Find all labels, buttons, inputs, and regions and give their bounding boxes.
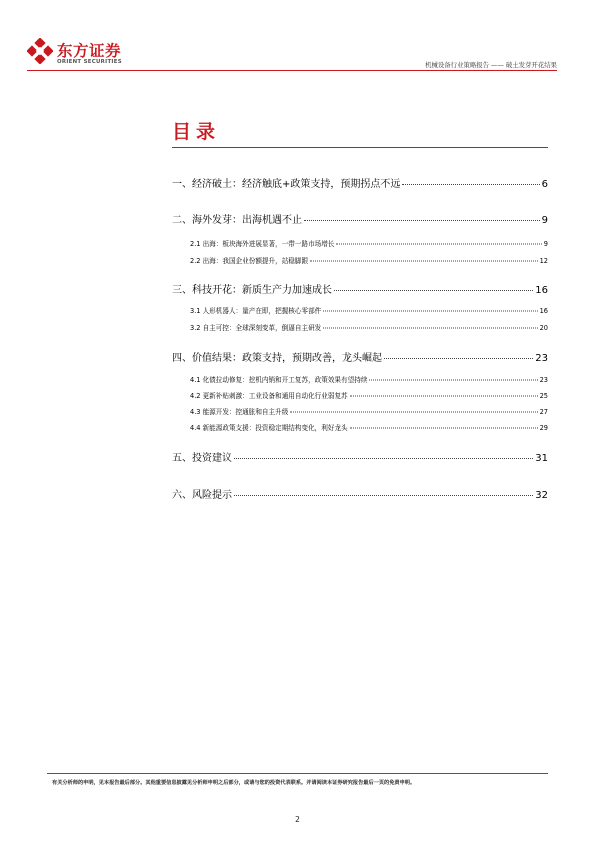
toc-entry[interactable] [172, 449, 548, 464]
toc-entry[interactable] [190, 406, 548, 416]
toc-entry-text: 三、科技开花：新质生产力加速成长 [172, 285, 332, 296]
toc-entry-text: 六、风险提示 [172, 490, 232, 501]
toc-entry-page: 9 [541, 215, 548, 226]
toc-entry-page: 12 [539, 257, 548, 265]
footer-divider [47, 773, 548, 774]
toc-entry-text: 2.2 出海：我国企业份额提升，站稳脚跟 [190, 257, 309, 265]
toc-entry[interactable] [190, 422, 548, 432]
toc-entry-page: 25 [539, 392, 548, 400]
toc-entry[interactable] [190, 322, 548, 332]
toc-entry-text: 五、投资建议 [172, 453, 232, 464]
toc-entry-page: 6 [541, 179, 548, 190]
toc-entry-page: 29 [539, 424, 548, 432]
toc-entry-text: 4.1 化债拉动修复：挖机内销和开工复苏，政策效果有望持续 [190, 376, 368, 384]
toc-entry-page: 32 [535, 490, 548, 501]
toc-dot-leader [323, 328, 537, 329]
toc-entry-page: 20 [539, 324, 548, 332]
report-header-title: 机械设备行业策略报告 —— 破土发芽开花结果 [425, 61, 557, 69]
logo-english-name: ORIENT SECURITIES [57, 59, 122, 65]
toc-entry-text: 一、经济破土：经济触底+政策支持，预期拐点不远 [172, 179, 401, 190]
toc-entry-page: 23 [539, 376, 548, 384]
toc-entry-page: 16 [539, 307, 548, 315]
toc-title-divider [172, 147, 548, 148]
header-divider [27, 70, 557, 71]
toc-entry[interactable] [172, 281, 548, 296]
toc-entry[interactable] [190, 390, 548, 400]
toc-dot-leader [369, 380, 537, 381]
toc-entry-text: 3.1 人形机器人：量产在即，把握核心零部件 [190, 307, 322, 315]
toc-dot-leader [350, 428, 538, 429]
toc-entry[interactable] [172, 486, 548, 501]
company-logo [27, 38, 137, 72]
toc-entry-text: 二、海外发芽：出海机遇不止 [172, 215, 302, 226]
toc-dot-leader [290, 412, 537, 413]
toc-dot-leader [234, 495, 533, 496]
toc-dot-leader [336, 244, 541, 245]
toc-dot-leader [234, 458, 533, 459]
toc-title: 目录 [172, 121, 221, 143]
logo-chinese-name: 东方证券 [57, 42, 122, 60]
toc-entry[interactable] [190, 255, 548, 265]
toc-entry[interactable] [172, 349, 548, 364]
toc-entry[interactable] [190, 238, 548, 248]
page-number: 2 [295, 815, 300, 824]
toc-entry-page: 16 [535, 285, 548, 296]
toc-dot-leader [350, 396, 538, 397]
toc-dot-leader [402, 184, 539, 185]
toc-entry-text: 4.4 新能源政策支援：投资稳定期结构变化，利好龙头 [190, 424, 348, 432]
toc-dot-leader [310, 261, 538, 262]
toc-entry-text: 4.2 更新补贴刺激：工业设备和通用自动化行业弱复苏 [190, 392, 348, 400]
toc-entry[interactable] [172, 211, 548, 226]
toc-entry-text: 4.3 能源开发：控通胀和自主升级 [190, 408, 289, 416]
footer-disclaimer: 有关分析师的申明，见本报告最后部分。其他重要信息披露见分析师申明之后部分，或请与您的投资代表联系。并请阅读本证券研究报告最后一页的免责申明。 [52, 780, 416, 786]
toc-dot-leader [323, 311, 537, 312]
toc-entry-page: 23 [535, 353, 548, 364]
toc-dot-leader [304, 220, 540, 221]
toc-entry-page: 9 [543, 240, 548, 248]
toc-entry-text: 2.1 出海：板块海外进展显著，一带一路市场增长 [190, 240, 335, 248]
orient-securities-logo-icon [27, 38, 53, 64]
toc-entry-page: 27 [539, 408, 548, 416]
toc-dot-leader [334, 290, 533, 291]
toc-entry-page: 31 [535, 453, 548, 464]
toc-entry[interactable] [190, 374, 548, 384]
toc-entry[interactable] [172, 175, 548, 190]
toc-entry[interactable] [190, 305, 548, 315]
toc-dot-leader [384, 358, 533, 359]
toc-entry-text: 四、价值结果：政策支持，预期改善，龙头崛起 [172, 353, 382, 364]
toc-entry-text: 3.2 自主可控：全球深刻变革，倒逼自主研发 [190, 324, 322, 332]
